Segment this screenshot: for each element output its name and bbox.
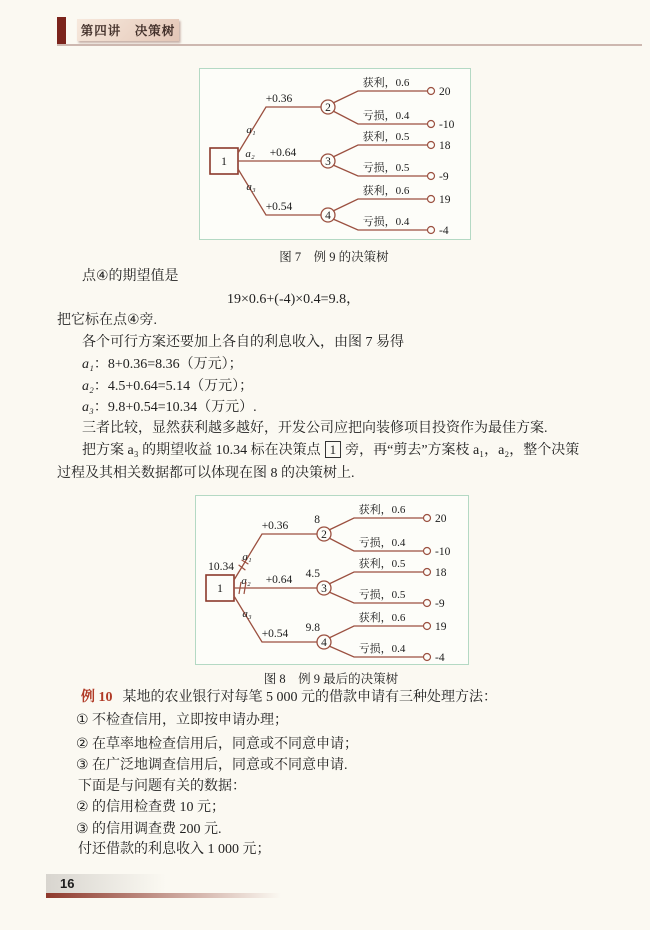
figure7-caption: 图 7 例 9 的决策树 [279,250,389,264]
calc-a1-text: ：8+0.36=8.36（万元）； [93,357,243,372]
example10-intro-line [81,689,497,706]
outcome-probability-label: 亏损，0.5 [358,589,406,601]
outcome-probability-label: 亏损，0.4 [362,216,410,228]
terminal-node-circle [428,196,435,203]
example10-method-3: ③ 在广泛地调查信用后，同意或不同意申请. [76,758,348,773]
outcome-probability-label: 亏损，0.4 [362,110,410,122]
interest-gain-label: +0.36 [265,93,293,105]
outcome-probability-label: 获利，0.6 [358,612,406,624]
node-expected-value: 4.5 [305,568,320,580]
terminal-node-circle [424,600,431,607]
payoff-value: 20 [439,86,451,98]
paragraph-expected-value: 点④的期望值是 [82,269,179,284]
node-expected-value: 8 [314,514,320,526]
example10-method-2: ② 在草率地检查信用后，同意或不同意申请； [76,737,359,752]
example10-data-3: 付还借款的利息收入 1 000 元； [78,842,271,857]
interest-gain-label: +0.54 [265,201,293,213]
chance-node-label: 3 [321,583,327,595]
payoff-value: -4 [435,652,445,664]
calc-line-a2 [82,378,253,395]
terminal-node-circle [428,227,435,234]
outcome-probability-label: 获利，0.5 [358,558,406,570]
example10-data-2: ③ 的信用调查费 200 元. [76,822,222,837]
action-label: a₃ [242,608,252,620]
paragraph-mark-point: 把它标在点④旁. [57,313,158,328]
terminal-node-circle [424,515,431,522]
header-accent-bar [57,17,66,45]
tree-edge [333,91,427,103]
decision-node-label: 1 [217,581,223,595]
terminal-node-circle [424,654,431,661]
tree-edge [333,145,427,157]
var-a3: a₃ [82,400,94,415]
payoff-value: -9 [435,598,445,610]
tree-edge [329,572,423,584]
paragraph-add-interest: 各个可行方案还要加上各自的利息收入，由图 7 易得 [82,335,404,350]
payoff-value: 19 [439,194,451,206]
figure7-box [199,68,471,240]
terminal-node-circle [428,173,435,180]
outcome-probability-label: 获利，0.6 [362,185,410,197]
calc-line-a3 [82,399,257,416]
payoff-value: 19 [435,621,447,633]
outcome-probability-label: 亏损，0.5 [362,162,410,174]
decision-point-box: 1 [325,441,342,458]
action-label: a₁ [246,124,256,136]
terminal-node-circle [428,142,435,149]
interest-gain-label: +0.64 [265,574,293,586]
paragraph-prune-line1 [82,441,579,459]
calc-a3-text: ：9.8+0.54=10.34（万元）. [93,400,257,415]
outcome-probability-label: 亏损，0.4 [358,537,406,549]
calc-a2-text: ：4.5+0.64=5.14（万元）； [93,379,254,394]
example10-label: 例 10 [81,690,113,705]
payoff-value: -4 [439,225,449,237]
outcome-probability-label: 获利，0.6 [358,504,406,516]
chance-node-label: 4 [325,210,331,222]
chance-node-label: 3 [325,156,331,168]
payoff-value: 20 [435,513,447,525]
chapter-title: 第四讲 决策树 [80,24,176,38]
terminal-node-circle [424,623,431,630]
example10-intro: 某地的农业银行对每笔 5 000 元的借款申请有三种处理方法： [122,690,497,705]
interest-gain-label: +0.54 [261,628,289,640]
example10-data-intro: 下面是与问题有关的数据： [78,779,246,794]
chance-node-label: 4 [321,637,327,649]
terminal-node-circle [428,121,435,128]
payoff-value: -9 [439,171,449,183]
tree-edge [329,626,423,638]
page-number-bar [46,893,281,898]
prune-text-after: 旁，再“剪去”方案枝 a₁，a₂，整个决策 [345,443,580,458]
tree-edge [333,199,427,211]
action-label: a₃ [246,181,256,193]
decision-node-label: 1 [221,154,227,168]
page-number-box [46,874,166,893]
outcome-probability-label: 获利，0.6 [362,77,410,89]
calc-line-a1 [82,356,243,373]
formula-expected-value: 19×0.6+(-4)×0.4=9.8， [227,292,361,307]
example10-data-1: ② 的信用检查费 10 元； [76,800,226,815]
terminal-node-circle [428,88,435,95]
var-a2: a₂ [82,379,94,394]
page-number: 16 [60,876,75,891]
paragraph-prune-line2: 过程及其相关数据都可以体现在图 8 的决策树上. [57,466,355,481]
node-expected-value: 9.8 [305,622,320,634]
figure8-caption: 图 8 例 9 最后的决策树 [263,672,399,686]
action-label: a₁ [242,551,252,563]
chapter-header [77,19,179,41]
action-label: a₂ [245,148,255,160]
interest-gain-label: +0.36 [261,520,289,532]
header-rule [57,44,642,46]
chance-node-label: 2 [321,529,327,541]
payoff-value: 18 [439,140,451,152]
example10-method-1: ① 不检查信用，立即按申请办理； [76,713,289,728]
var-a1: a₁ [82,357,94,372]
chance-node-label: 2 [325,102,331,114]
prune-text-before: 把方案 a₃ 的期望收益 10.34 标在决策点 [82,443,321,458]
interest-gain-label: +0.64 [269,147,297,159]
terminal-node-circle [424,569,431,576]
fig8-decision-tree [196,496,468,664]
payoff-value: -10 [435,546,451,558]
outcome-probability-label: 亏损，0.4 [358,643,406,655]
fig7-decision-tree [200,69,470,239]
figure8-box [195,495,469,665]
payoff-value: 18 [435,567,447,579]
outcome-probability-label: 获利，0.5 [362,131,410,143]
terminal-node-circle [424,548,431,555]
payoff-value: -10 [439,119,455,131]
action-label: a₂ [241,575,251,587]
root-expected-value: 10.34 [208,561,234,573]
paragraph-comparison: 三者比较，显然获利越多越好，开发公司应把向装修项目投资作为最佳方案. [82,421,548,436]
tree-edge [329,518,423,530]
